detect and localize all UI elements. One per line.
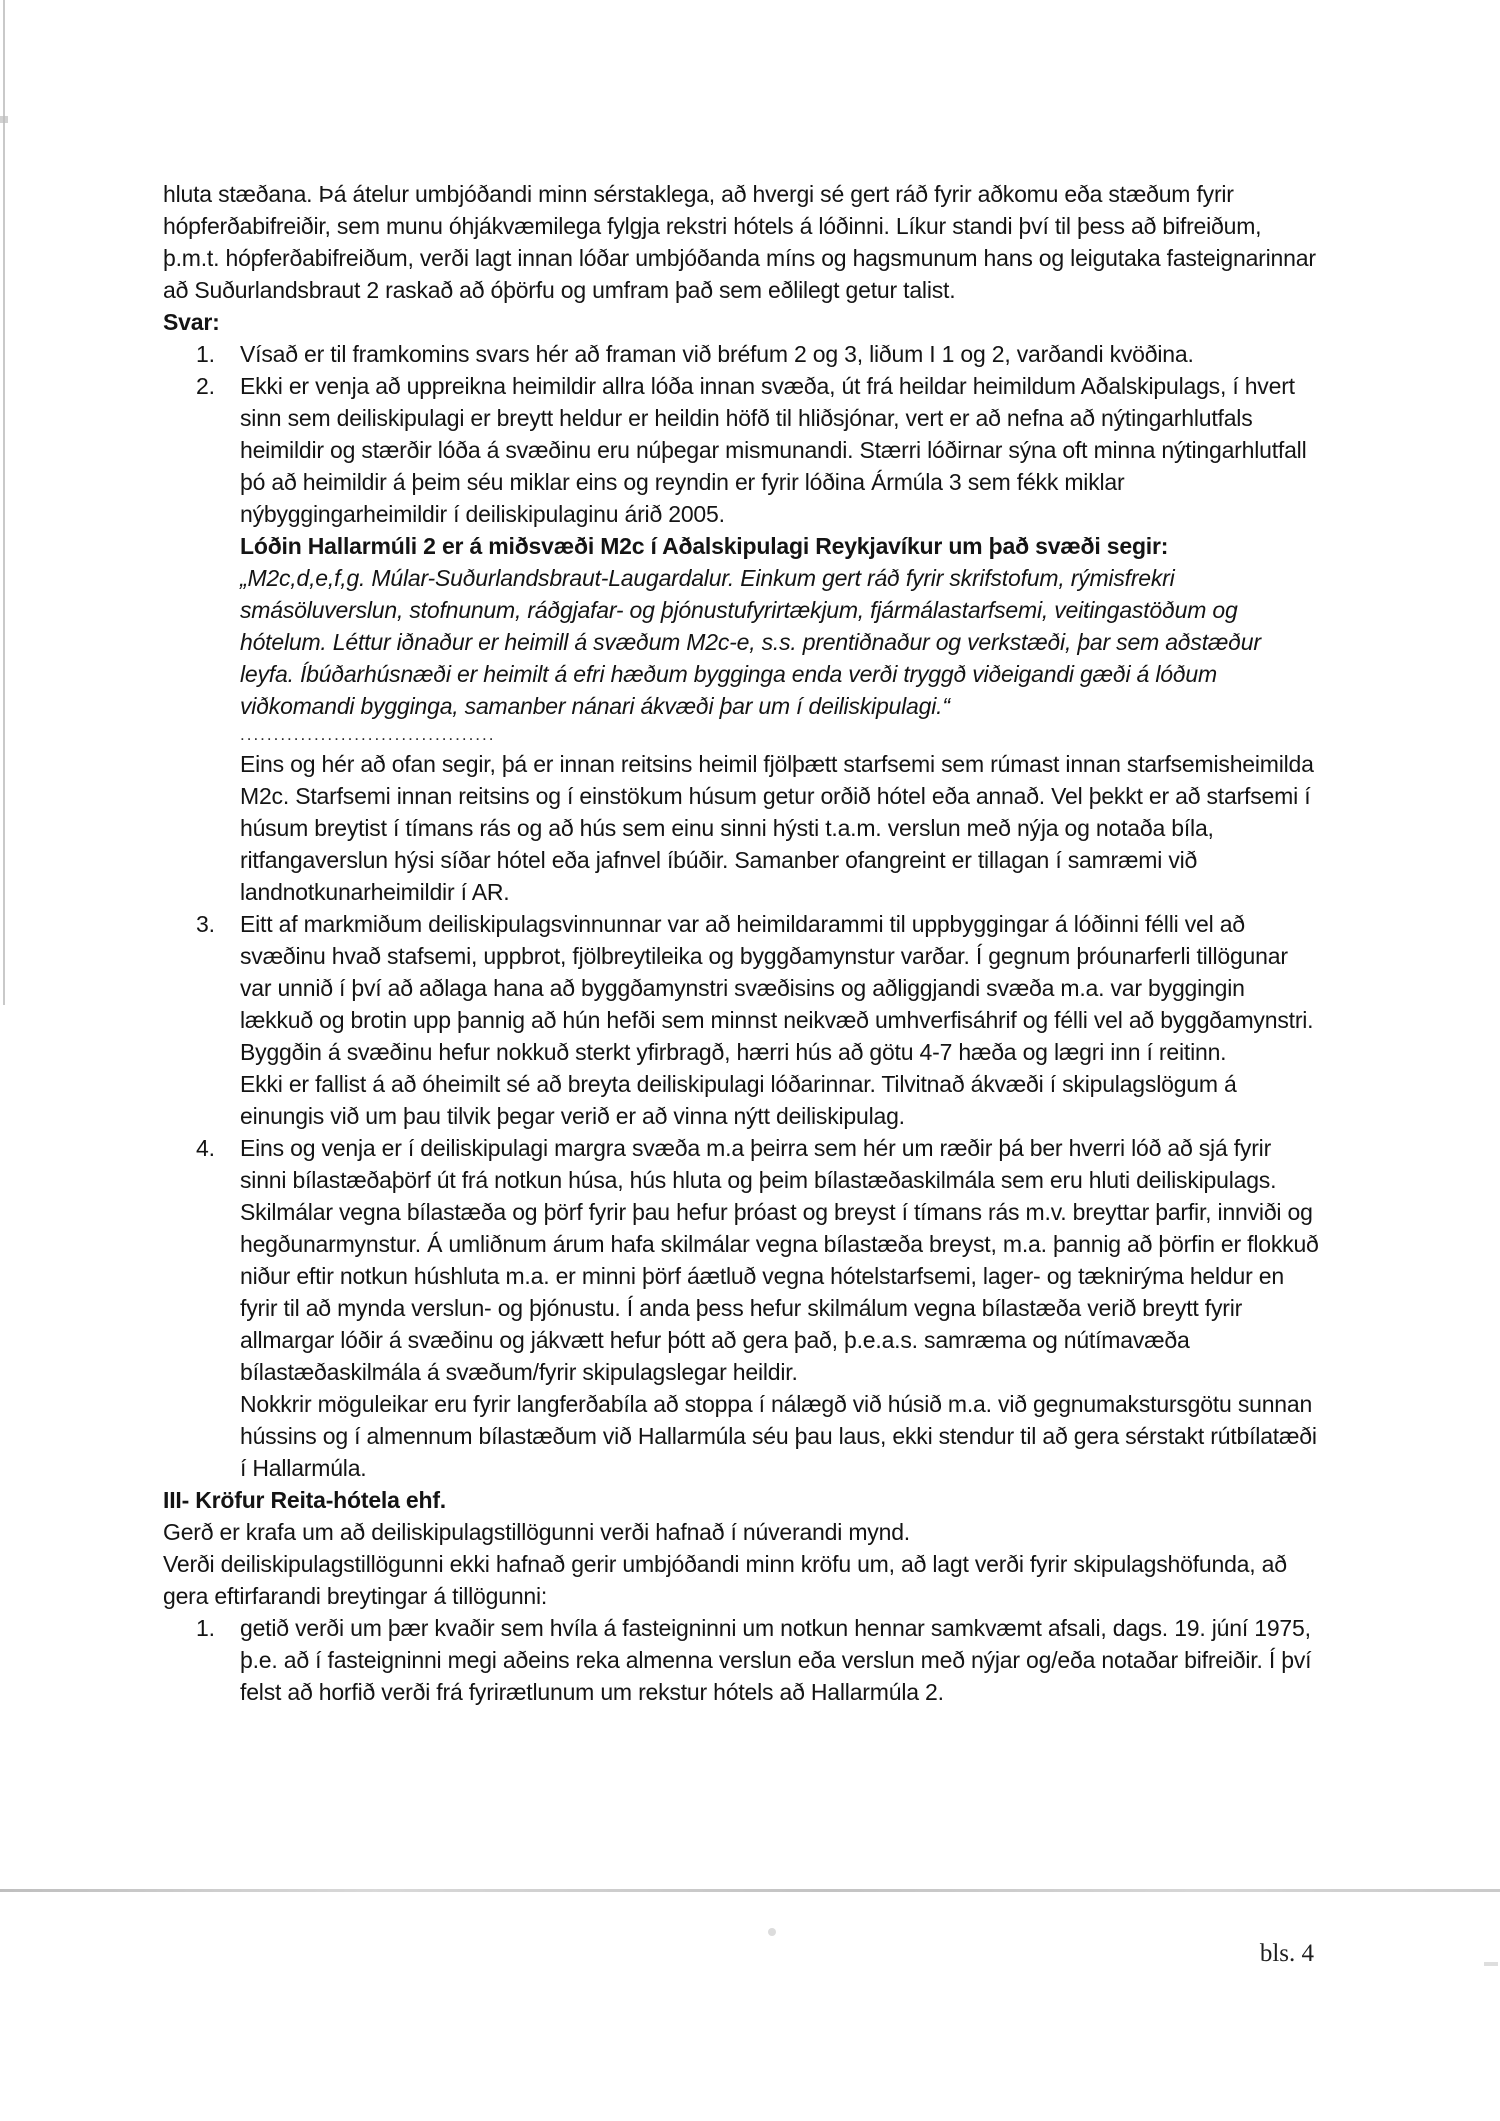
list-item [163,1132,1319,1484]
list-item-number: 4. [196,1135,215,1161]
list-item-number: 2. [196,373,215,399]
list-item-text: getið verði um þær kvaðir sem hvíla á fasteigninni um notkun hennar samkvæmt afsali, dags. 19. júní 1975, þ.e. að í fasteigninni megi aðeins reka almenna verslun eða verslun með nýjar og/eða notaðar bifreiðir. Í því felst að horfið verði frá fyrirætlunum um rekstur hótels að Hallarmúla 2. [240,1615,1312,1705]
list-item-text: Ekki er venja að uppreikna heimildir allra lóða innan svæða, út frá heildar heimildum Aðalskipulags, í hvert sinn sem deiliskipulagi er breytt heldur er heildin höfð til hliðsjónar, vert er að nefna að nýtingarhlutfals heimildir og stærðir lóða á svæðinu eru núþegar mismunandi. Stærri lóðirnar sýna oft minna nýtingarhlutfall þó að heimildir á þeim séu miklar eins og reyndin er fyrir lóðina Ármúla 3 sem fékk miklar nýbyggingarheimildir í deiliskipulaginu árið 2005. [240,373,1307,527]
list-item-text: Eitt af markmiðum deiliskipulagsvinnunnar var að heimildarammi til uppbyggingar á lóðinni félli vel að svæðinu hvað stafsemi, uppbrot, fjölbreytileika og byggðamynstur varðar. Í gegnum þróunarferli tillögunar var unnið í því að aðlaga hana að byggðamynstri svæðisins og aðliggjandi svæða m.a. var byggingin lækkuð og brotin upp þannig að hún hefði sem minnst neikvæð umhverfisáhrif og félli vel að byggðamynstri. Byggðin á svæðinu hefur nokkuð sterkt yfirbragð, hærri hús að götu 4-7 hæða og lægri inn í reitinn. [240,911,1314,1065]
list-item-continuation: Nokkrir möguleikar eru fyrir langferðabíla að stoppa í nálægð við húsið m.a. við gegnumakstursgötu sunnan hússins og í almennum bílastæðum við Hallarmúla séu þau laus, ekki stendur til að gera sérstakt rútbílatæði í Hallarmúla. [240,1391,1317,1481]
list-item-text: Vísað er til framkomins svars hér að framan við bréfum 2 og 3, liðum I 1 og 2, varðandi kvöðina. [240,341,1194,367]
list-item-number: 1. [196,1615,215,1641]
list-item [163,908,1319,1132]
list-item [163,338,1319,370]
list-item-number: 1. [196,341,215,367]
dotted-separator: ...................................... [240,725,496,744]
list-item [163,1612,1319,1708]
scan-smudge [1484,1962,1498,1966]
scan-smudge [768,1928,776,1936]
intro-paragraph: hluta stæðana. Þá átelur umbjóðandi minn sérstaklega, að hvergi sé gert ráð fyrir aðkomu eða stæðum fyrir hópferðabifreiðir, sem munu óhjákvæmilega fylgja rekstri hótels á lóðinni. Líkur standi því til þess að bifreiðum, þ.m.t. hópferðabifreiðum, verði lagt innan lóðar umbjóðanda míns og hagsmunum hans og leigutaka fasteignarinnar að Suðurlandsbraut 2 raskað að óþörfu og umfram það sem eðlilegt getur talist. [163,181,1316,303]
section-heading: III- Kröfur Reita-hótela ehf. [163,1487,446,1513]
svar-heading: Svar: [163,309,220,335]
scan-smudge [0,116,8,123]
scan-edge-artifact [3,0,5,1005]
list-item-body [240,370,1319,908]
claims-intro-line2: Verði deiliskipulagstillögunni ekki hafnað gerir umbjóðandi minn kröfu um, að lagt verði fyrir skipulagshöfunda, að gera eftirfarandi breytingar á tillögunni: [163,1551,1287,1609]
claims-intro-line1: Gerð er krafa um að deiliskipulagstillögunni verði hafnað í núverandi mynd. [163,1519,910,1545]
page-number: bls. 4 [1259,1940,1314,1967]
list-item-body [240,1132,1319,1484]
list-item-number: 3. [196,911,215,937]
list-item-body [240,908,1319,1132]
document-body [163,178,1319,1708]
list-item [163,370,1319,908]
scan-shadow-line [0,1889,1500,1892]
list-item-continuation: Ekki er fallist á að óheimilt sé að breyta deiliskipulagi lóðarinnar. Tilvitnað ákvæði í skipulagslögum á einungis við um þau tilvik þegar verið er að vinna nýtt deiliskipulag. [240,1071,1237,1129]
svar-list [163,338,1319,1484]
list-item-text: Eins og venja er í deiliskipulagi margra svæða m.a þeirra sem hér um ræðir þá ber hverri lóð að sjá fyrir sinni bílastæðaþörf út frá notkun húsa, hús hluta og þeim bílastæðaskilmála sem eru hluti deiliskipulags. Skilmálar vegna bílastæða og þörf fyrir þau hefur þróast og breyst í tímans rás m.v. breyttar þarfir, innviði og hegðunarmynstur. Á umliðnum árum hafa skilmálar vegna bílastæða breyst, m.a. þannig að þörfin er flokkuð niður eftir notkun húshluta m.a. er minni þörf áætluð vegna hótelstarfsemi, lager- og tæknirýma heldur en fyrir til að mynda verslun- og þjónustu. Í anda þess hefur skilmálum vegna bílastæða verið breytt fyrir allmargar lóðir á svæðinu og jákvætt hefur þótt að gera það, þ.e.a.s. samræma og nútímavæða bílastæðaskilmála á svæðum/fyrir skipulagslegar heildir. [240,1135,1319,1385]
emphasis-line: Lóðin Hallarmúli 2 er á miðsvæði M2c í Aðalskipulagi Reykjavíkur um það svæði segir: [240,533,1169,559]
claims-list [163,1612,1319,1708]
blockquote: „M2c,d,e,f,g. Múlar-Suðurlandsbraut-Laugardalur. Einkum gert ráð fyrir skrifstofum, rýmisfrekri smásöluverslun, stofnunum, ráðgjafar- og þjónustufyrirtækjum, fjármálastarfsemi, veitingastöðum og hótelum. Léttur iðnaður er heimill á svæðum M2c-e, s.s. prentiðnaður og verkstæði, þar sem aðstæður leyfa. Íbúðarhúsnæði er heimilt á efri hæðum bygginga enda verði tryggð viðeigandi gæði á lóðum viðkomandi bygginga, samanber nánari ákvæði þar um í deiliskipulagi.“ [240,565,1261,719]
list-item-continuation: Eins og hér að ofan segir, þá er innan reitsins heimil fjölþætt starfsemi sem rúmast innan starfsemisheimilda M2c. Starfsemi innan reitsins og í einstökum húsum getur orðið hótel eða annað. Vel þekkt er að starfsemi í húsum breytist í tímans rás og að hús sem einu sinni hýsti t.a.m. verslun með nýja og notaða bíla, ritfangaverslun hýsi síðar hótel eða jafnvel íbúðir. Samanber ofangreint er tillagan í samræmi við landnotkunarheimildir í AR. [240,751,1314,905]
